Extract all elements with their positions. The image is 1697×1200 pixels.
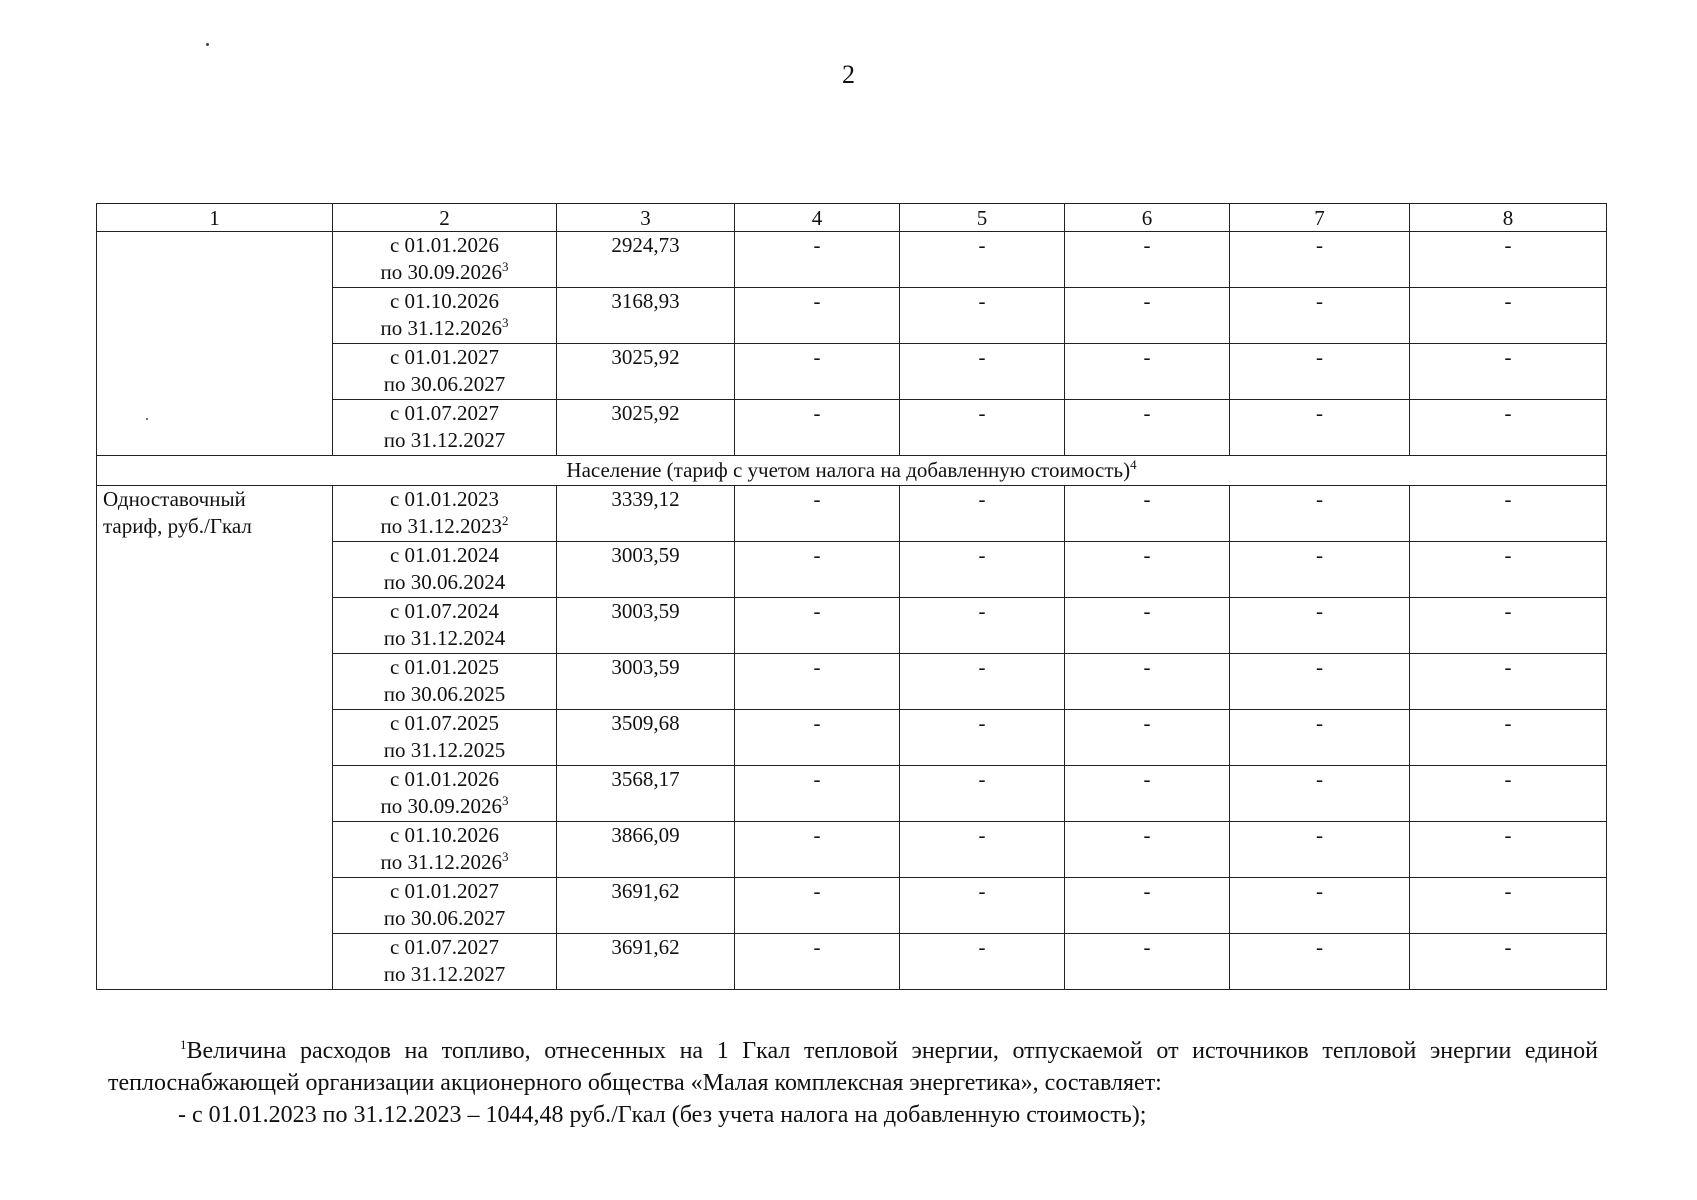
empty-value-cell: -	[735, 654, 900, 710]
period-to: по 30.06.2027	[383, 372, 506, 396]
empty-value-cell: -	[900, 654, 1065, 710]
tariff-value-cell: 3509,68	[557, 710, 735, 766]
tariff-value-cell: 3866,09	[557, 822, 735, 878]
footnote-1-line: - с 01.01.2023 по 31.12.2023 – 1044,48 руб./Гкал (без учета налога на добавленную стоимость);	[178, 1102, 1147, 1128]
period-from: с 01.01.2026	[389, 767, 500, 791]
tariff-value-cell: 2924,73	[557, 232, 735, 288]
period-to: по 31.12.2027	[383, 428, 506, 452]
empty-value-cell: -	[1410, 654, 1607, 710]
empty-value-cell: -	[735, 400, 900, 456]
empty-value-cell: -	[735, 822, 900, 878]
empty-value-cell: -	[735, 232, 900, 288]
empty-value-cell: -	[735, 934, 900, 990]
period-cell	[333, 934, 557, 990]
footnote-1	[108, 1035, 1598, 1099]
period-to: по 31.12.2026	[380, 850, 502, 874]
group-label-cell	[97, 486, 333, 990]
empty-value-cell: -	[1410, 598, 1607, 654]
column-header: 5	[900, 204, 1065, 232]
section-title: Население (тариф с учетом налога на добавленную стоимость)	[566, 458, 1131, 482]
period-cell	[333, 766, 557, 822]
period-to: по 30.06.2027	[383, 906, 506, 930]
period-to: по 31.12.2023	[380, 514, 502, 538]
empty-value-cell: -	[1230, 598, 1410, 654]
period-cell	[333, 878, 557, 934]
empty-value-cell: -	[1230, 232, 1410, 288]
period-from: с 01.01.2027	[389, 345, 500, 369]
empty-value-cell: -	[900, 232, 1065, 288]
empty-value-cell: -	[1230, 542, 1410, 598]
empty-value-cell: -	[1065, 542, 1230, 598]
column-header: 3	[557, 204, 735, 232]
table-header-row	[97, 204, 1607, 232]
empty-value-cell: -	[1410, 232, 1607, 288]
period-to: по 30.09.2026	[380, 794, 502, 818]
empty-value-cell: -	[735, 288, 900, 344]
empty-value-cell: -	[900, 934, 1065, 990]
empty-value-cell: -	[1230, 288, 1410, 344]
footnote-text: Величина расходов на топливо, отнесенных на 1 Гкал тепловой энергии, отпускаемой от источников тепловой энергии единой теплоснабжающей организации акционерного общества «Малая комплексная энергетика», составляет:	[108, 1038, 1598, 1096]
period-to: по 30.09.2026	[380, 260, 502, 284]
empty-value-cell: -	[1410, 486, 1607, 542]
empty-value-cell: -	[1410, 344, 1607, 400]
period-cell	[333, 344, 557, 400]
period-cell	[333, 598, 557, 654]
column-header: 2	[333, 204, 557, 232]
empty-value-cell: -	[735, 598, 900, 654]
period-to: по 31.12.2024	[383, 626, 506, 650]
empty-value-cell: -	[1410, 766, 1607, 822]
footnote-ref: 2	[502, 513, 509, 528]
period-to: по 31.12.2025	[383, 738, 506, 762]
tariff-value-cell: 3339,12	[557, 486, 735, 542]
tariff-value-cell: 3003,59	[557, 654, 735, 710]
footnote-marker: 1	[180, 1037, 187, 1052]
empty-value-cell: -	[1410, 878, 1607, 934]
empty-value-cell: -	[900, 288, 1065, 344]
period-from: с 01.07.2025	[389, 711, 500, 735]
footnote-ref: 4	[1130, 457, 1137, 472]
empty-value-cell: -	[1230, 344, 1410, 400]
empty-value-cell: -	[900, 766, 1065, 822]
empty-value-cell: -	[900, 486, 1065, 542]
column-header: 4	[735, 204, 900, 232]
page-number: 2	[842, 60, 855, 89]
tariff-value-cell: 3025,92	[557, 400, 735, 456]
empty-value-cell: -	[900, 822, 1065, 878]
column-header: 1	[97, 204, 333, 232]
tariff-value-cell: 3568,17	[557, 766, 735, 822]
empty-value-cell: -	[1065, 400, 1230, 456]
tariff-unit-label: тариф, руб./Гкал	[103, 514, 252, 538]
footnote-ref: 3	[502, 315, 509, 330]
group-label-cell	[97, 232, 333, 456]
period-from: с 01.01.2024	[389, 543, 500, 567]
empty-value-cell: -	[1065, 654, 1230, 710]
period-cell	[333, 486, 557, 542]
tariff-value-cell: 3025,92	[557, 344, 735, 400]
empty-value-cell: -	[1410, 934, 1607, 990]
column-header: 7	[1230, 204, 1410, 232]
empty-value-cell: -	[1065, 288, 1230, 344]
period-from: с 01.01.2026	[389, 233, 500, 257]
table-row	[97, 232, 1607, 288]
period-from: с 01.01.2025	[389, 655, 500, 679]
empty-value-cell: -	[1410, 288, 1607, 344]
period-to: по 30.06.2024	[383, 570, 506, 594]
empty-value-cell: -	[1410, 822, 1607, 878]
empty-value-cell: -	[735, 344, 900, 400]
empty-value-cell: -	[735, 542, 900, 598]
empty-value-cell: -	[1065, 232, 1230, 288]
footnote-ref: 3	[502, 259, 509, 274]
section-row	[97, 456, 1607, 486]
empty-value-cell: -	[1230, 822, 1410, 878]
empty-value-cell: -	[1230, 878, 1410, 934]
empty-value-cell: -	[1065, 486, 1230, 542]
period-cell	[333, 542, 557, 598]
footnote-ref: 3	[502, 793, 509, 808]
tariff-value-cell: 3168,93	[557, 288, 735, 344]
period-to: по 31.12.2027	[383, 962, 506, 986]
period-cell	[333, 654, 557, 710]
empty-value-cell: -	[1230, 710, 1410, 766]
period-cell	[333, 232, 557, 288]
empty-value-cell: -	[1230, 766, 1410, 822]
empty-value-cell: -	[735, 878, 900, 934]
tariff-value-cell: 3003,59	[557, 598, 735, 654]
period-to: по 31.12.2026	[380, 316, 502, 340]
empty-value-cell: -	[900, 400, 1065, 456]
empty-value-cell: -	[1230, 486, 1410, 542]
period-from: с 01.07.2027	[389, 935, 500, 959]
period-cell	[333, 822, 557, 878]
empty-value-cell: -	[900, 598, 1065, 654]
period-from: с 01.10.2026	[389, 289, 500, 313]
column-header: 6	[1065, 204, 1230, 232]
section-title-cell	[97, 456, 1607, 486]
period-cell	[333, 710, 557, 766]
empty-value-cell: -	[1230, 400, 1410, 456]
empty-value-cell: -	[735, 766, 900, 822]
period-from: с 01.10.2026	[389, 823, 500, 847]
empty-value-cell: -	[900, 710, 1065, 766]
empty-value-cell: -	[1065, 710, 1230, 766]
empty-value-cell: -	[1065, 878, 1230, 934]
empty-value-cell: -	[900, 344, 1065, 400]
empty-value-cell: -	[1410, 710, 1607, 766]
tariff-type-label: Одноставочный	[103, 487, 246, 511]
empty-value-cell: -	[735, 710, 900, 766]
empty-value-cell: -	[1230, 654, 1410, 710]
column-header: 8	[1410, 204, 1607, 232]
period-to: по 30.06.2025	[383, 682, 506, 706]
empty-value-cell: -	[735, 486, 900, 542]
empty-value-cell: -	[1230, 934, 1410, 990]
footnotes	[108, 1035, 1598, 1131]
period-cell	[333, 288, 557, 344]
empty-value-cell: -	[1410, 400, 1607, 456]
empty-value-cell: -	[1065, 344, 1230, 400]
period-cell	[333, 400, 557, 456]
tariff-value-cell: 3003,59	[557, 542, 735, 598]
tariff-value-cell: 3691,62	[557, 878, 735, 934]
empty-value-cell: -	[1065, 822, 1230, 878]
empty-value-cell: -	[1410, 542, 1607, 598]
empty-value-cell: -	[900, 542, 1065, 598]
period-from: с 01.01.2023	[389, 487, 500, 511]
table-row	[97, 486, 1607, 542]
tariff-table	[96, 203, 1607, 990]
period-from: с 01.07.2027	[389, 401, 500, 425]
empty-value-cell: -	[1065, 766, 1230, 822]
footnote-ref: 3	[502, 849, 509, 864]
empty-value-cell: -	[900, 878, 1065, 934]
period-from: с 01.07.2024	[389, 599, 500, 623]
empty-value-cell: -	[1065, 598, 1230, 654]
empty-value-cell: -	[1065, 934, 1230, 990]
tariff-value-cell: 3691,62	[557, 934, 735, 990]
scan-speck	[206, 43, 209, 46]
period-from: с 01.01.2027	[389, 879, 500, 903]
